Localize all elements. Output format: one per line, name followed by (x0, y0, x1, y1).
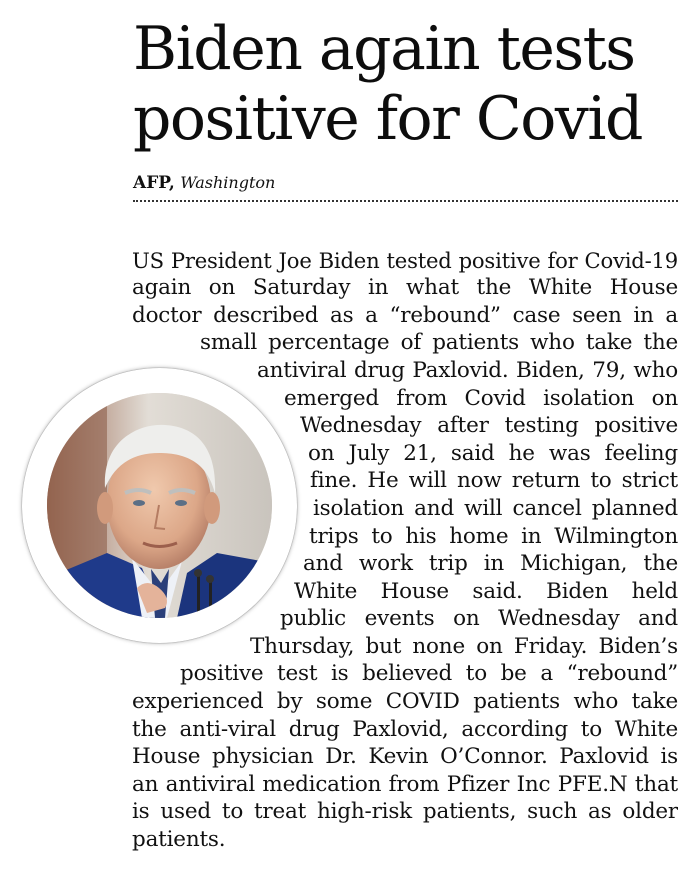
body-line: US President Joe Biden tested positive for Covid-19 (132, 248, 678, 273)
body-line: emerged from Covid isolation on (284, 386, 678, 411)
body-line-last: patients. (132, 827, 226, 852)
body-line: public events on Wednesday and (280, 606, 678, 631)
headline-line-2: positive for Covid (133, 84, 642, 154)
body-line: trips to his home in Wilmington (309, 524, 678, 549)
byline-agency: AFP, (133, 173, 175, 193)
portrait-photo (47, 393, 272, 618)
body-line: House physician Dr. Kevin O’Connor. Paxlovid is (132, 744, 678, 769)
body-line: positive test is believed to be a “rebound” (180, 661, 678, 686)
body-line: again on Saturday in what the White House (132, 275, 678, 300)
body-line: the anti-viral drug Paxlovid, according to White (132, 717, 678, 742)
headline-line-1: Biden again tests (133, 14, 635, 84)
body-line: doctor described as a “rebound” case seen in a (132, 303, 678, 328)
body-line: on July 21, said he was feeling (308, 441, 678, 466)
body-line: and work trip in Michigan, the (303, 551, 678, 576)
body-line: experienced by some COVID patients who take (132, 689, 678, 714)
portrait-illustration (47, 393, 272, 618)
body-line: White House said. Biden held (294, 579, 678, 604)
dotted-divider (133, 200, 678, 202)
body-line: antiviral drug Paxlovid. Biden, 79, who (257, 358, 678, 383)
body-line: Thursday, but none on Friday. Biden’s (250, 634, 678, 659)
headline (133, 14, 678, 154)
body-line: is used to treat high-risk patients, such as older (132, 799, 678, 824)
body-line: small percentage of patients who take the (200, 330, 678, 355)
byline-place: Washington (180, 173, 276, 192)
byline (133, 172, 678, 194)
photo-frame (22, 368, 297, 643)
article-header (133, 14, 678, 202)
body-line: isolation and will cancel planned (313, 496, 678, 521)
body-line: an antiviral medication from Pfizer Inc PFE.N that (132, 772, 678, 797)
body-line: Wednesday after testing positive (300, 413, 678, 438)
body-line: fine. He will now return to strict (310, 468, 678, 493)
